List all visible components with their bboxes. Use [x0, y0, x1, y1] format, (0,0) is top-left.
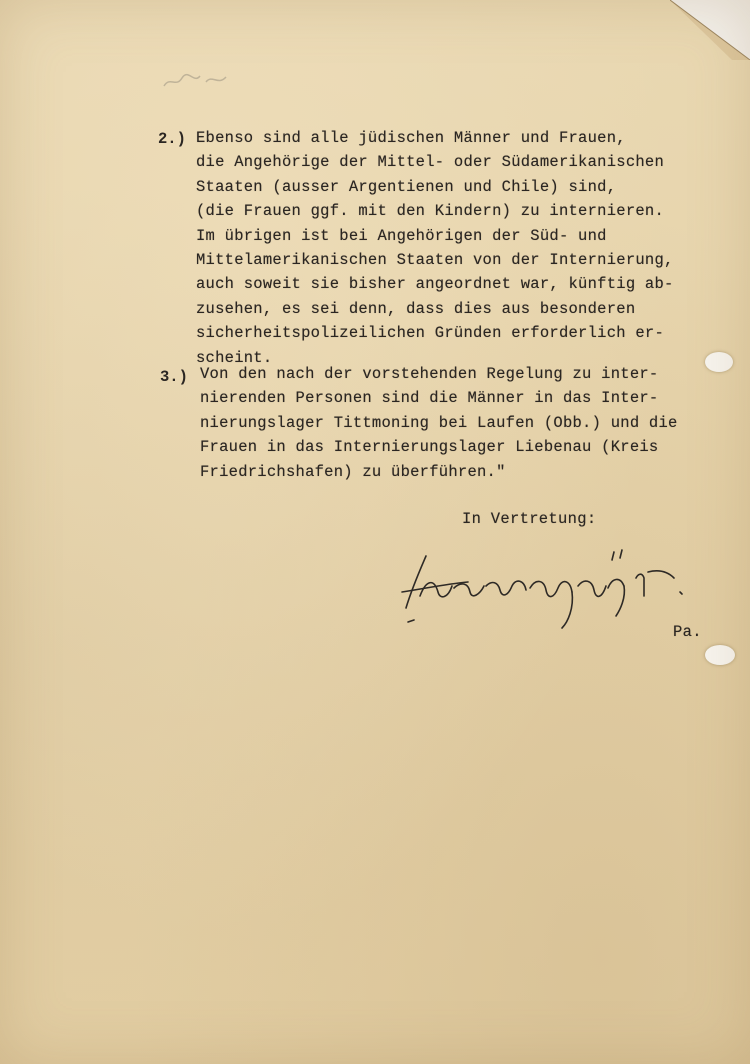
- item-number-3: 3.): [160, 368, 188, 386]
- initials-pa: Pa.: [673, 623, 702, 641]
- item-2-line: Mittelamerikanischen Staaten von der Internierung,: [196, 250, 674, 269]
- item-2-line: Staaten (ausser Argentienen und Chile) sind,: [196, 177, 617, 196]
- faint-pencil-mark: [162, 68, 242, 94]
- item-3-line: Frauen in das Internierungslager Liebenau (Kreis: [200, 438, 659, 457]
- item-2-line: auch soweit sie bisher angeordnet war, künftig ab-: [196, 275, 674, 294]
- item-number-2: 2.): [158, 130, 186, 148]
- item-3-line: nierenden Personen sind die Männer in das Inter-: [200, 389, 659, 408]
- closing-text: In Vertretung:: [462, 510, 597, 528]
- item-2-line: Im übrigen ist bei Angehörigen der Süd- und: [196, 226, 607, 245]
- handwritten-signature: [398, 548, 698, 633]
- punch-hole-lower: [705, 645, 735, 665]
- item-2-line: sicherheitspolizeilichen Gründen erforderlich er-: [196, 324, 665, 343]
- item-2-line: die Angehörige der Mittel- oder Südamerikanischen: [196, 153, 665, 172]
- punch-hole-upper: [705, 352, 733, 372]
- item-3-text: [200, 362, 678, 484]
- item-2-line: Ebenso sind alle jüdischen Männer und Frauen,: [196, 129, 626, 147]
- item-2-text: [196, 126, 674, 370]
- item-2-line: (die Frauen ggf. mit den Kindern) zu internieren.: [196, 202, 665, 221]
- folded-corner: [670, 0, 750, 60]
- item-3-line: nierungslager Tittmoning bei Laufen (Obb.) und die: [200, 413, 678, 432]
- item-2-line: scheint.: [196, 348, 273, 367]
- item-3-line: Von den nach der vorstehenden Regelung zu inter-: [200, 365, 659, 383]
- item-2-line: zusehen, es sei denn, dass dies aus besonderen: [196, 299, 636, 318]
- item-3-line: Friedrichshafen) zu überführen.": [200, 462, 506, 481]
